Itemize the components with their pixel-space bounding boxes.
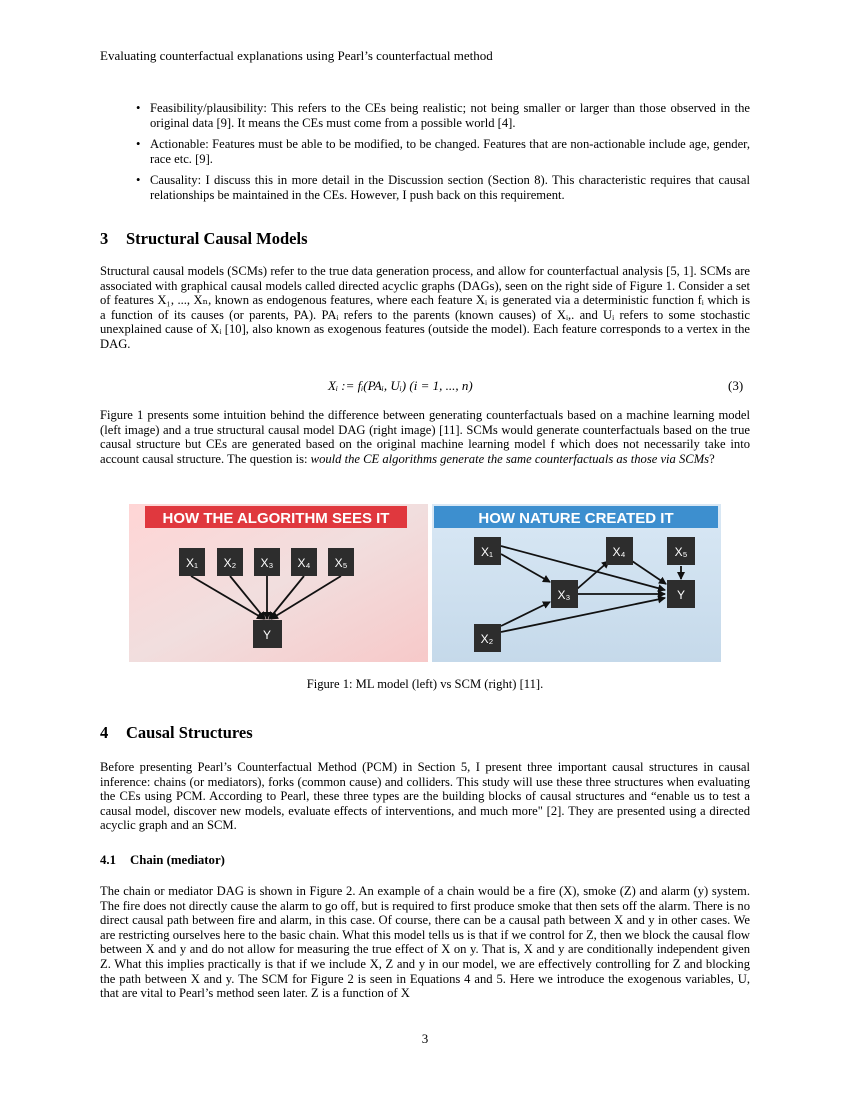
section-4-paragraph: Before presenting Pearl’s Counterfactual Method (PCM) in Section 5, I present three important causal structures in causal inference: chains (or mediators), forks (common cause) and colliders. This study will use these three structures when evaluating the CEs using PCM. According to Pearl, these three types are the building blocks of causal structures and “enable us to test a causal model, discover new models, evaluate effects of interventions, and much more" [2]. They are presented using a directed acyclic graph and an SCM. [100, 760, 750, 833]
figure-1 [129, 504, 721, 662]
svg-text:X₃: X₃ [260, 556, 274, 570]
section-4-heading [100, 723, 253, 743]
node-x4 [606, 537, 633, 565]
node-x2 [474, 624, 501, 652]
node-y [667, 580, 695, 608]
section-number: 4.1 [100, 853, 116, 867]
svg-text:X₅: X₅ [334, 556, 348, 570]
nature-panel [432, 504, 721, 662]
svg-text:X₁: X₁ [185, 556, 199, 570]
figure-1-caption: Figure 1: ML model (left) vs SCM (right) [11]. [306, 677, 544, 691]
bullet-text: Feasibility/plausibility: This refers to the CEs being realistic; not being smaller or larger than those observed in the original data [9]. It means the CEs must come from a possible world [4]. [150, 101, 750, 130]
node-x3 [551, 580, 578, 608]
svg-text:X₂: X₂ [480, 632, 494, 646]
section-number: 3 [100, 229, 109, 248]
svg-text:X₄: X₄ [612, 545, 626, 559]
svg-text:X₃: X₃ [557, 588, 571, 602]
section-number: 4 [100, 723, 109, 742]
list-item [128, 173, 750, 202]
equation-3: Xᵢ := fᵢ(PAᵢ, Uᵢ) (i = 1, ..., n) [328, 378, 473, 393]
list-item [128, 137, 750, 166]
node-x3 [254, 548, 280, 576]
bullet-icon: • [136, 173, 141, 188]
node-x1 [474, 537, 501, 565]
algorithm-banner-title: HOW THE ALGORITHM SEES IT [162, 510, 390, 527]
svg-text:X₅: X₅ [674, 545, 688, 559]
section-3-paragraph-1: Structural causal models (SCMs) refer to the true data generation process, and allow for counterfactual analysis [5, 1]. SCMs are associated with graphical causal models called directed acyclic graphs (DAGs), seen on the right side of Figure 1. Consider a set of features X₁, ..., Xₙ, known as endogenous features, where each feature Xᵢ is generated via a deterministic function fᵢ which is a function of its causes (or parents, PA). PAᵢ refers to the parents (known causes) of Xᵢ,. and Uᵢ refers to some stochastic unexplained cause of Xᵢ [10], also known as exogenous features (outside the model). Each feature corresponds to a vertex in the DAG. [100, 264, 750, 351]
list-item [128, 101, 750, 130]
bullet-icon: • [136, 101, 141, 115]
node-x5 [328, 548, 354, 576]
bullet-text: Actionable: Features must be able to be modified, to be changed. Features that are non-actionable include age, gender, race etc. [9]. [150, 137, 750, 166]
section-3-heading [100, 229, 308, 249]
paragraph-italic-question: would the CE algorithms generate the same counterfactuals as those via SCMs [310, 451, 710, 466]
node-x2 [217, 548, 243, 576]
bullet-icon: • [136, 137, 141, 152]
svg-text:Y: Y [262, 628, 272, 642]
section-4-1-heading [100, 853, 225, 868]
svg-text:X₁: X₁ [480, 545, 494, 559]
nature-banner-title: HOW NATURE CREATED IT [478, 510, 674, 527]
section-4-1-paragraph: The chain or mediator DAG is shown in Figure 2. An example of a chain would be a fire (X), smoke (Z) and alarm (y) system. The fire does not directly cause the alarm to go off, but is required to first produce smoke that then sets off the alarm. There is no direct causal path between fire and alarm, in this case. Of course, there can be a causal path between X and y in other cases. We are restricting ourselves here to the basic chain. What this model tells us is that if we control for Z, then we block the causal flow between X and y and do not allow for measuring the true effect of X on y. That is, X and y are conditionally independent given Z. What this implies practically is that if we include X, Z and y in our model, we are effectively controlling for Z and blocking the path between X and y. The SCM for Figure 2 is seen in Equations 4 and 5. Here we introduce the exogenous variables, U, that are vital to Pearl’s method seen later. Z is a function of X [100, 884, 750, 1001]
node-x4 [291, 548, 317, 576]
running-head: Evaluating counterfactual explanations using Pearl’s counterfactual method [100, 48, 493, 63]
section-title: Causal Structures [126, 723, 253, 742]
node-y [253, 620, 282, 648]
svg-text:Y: Y [676, 588, 686, 602]
bullet-text: Causality: I discuss this in more detail in the Discussion section (Section 8). This characteristic requires that causal relationships be maintained in the CEs. However, I push back on this requirement. [150, 173, 750, 202]
paragraph-end: ? [709, 451, 715, 466]
section-3-paragraph-2 [100, 408, 750, 466]
equation-number: (3) [728, 378, 744, 393]
node-x1 [179, 548, 205, 576]
section-title: Chain (mediator) [130, 853, 225, 867]
bullet-list [128, 101, 750, 210]
svg-text:X₄: X₄ [297, 556, 311, 570]
page-number: 3 [421, 1031, 429, 1046]
section-title: Structural Causal Models [126, 229, 308, 248]
paragraph-text: Figure 1 presents some intuition behind the difference between generating counterfactuals based on a machine learning model (left image) and a true structural causal model DAG (right image) [11]. SCMs would generate counterfactuals based on the true causal structure but CEs are generated based on the original machine learning model f which does not necessarily take into account causal structure. The question is: [100, 408, 750, 466]
algorithm-panel [129, 504, 428, 662]
svg-text:X₂: X₂ [223, 556, 237, 570]
node-x5 [667, 537, 695, 565]
